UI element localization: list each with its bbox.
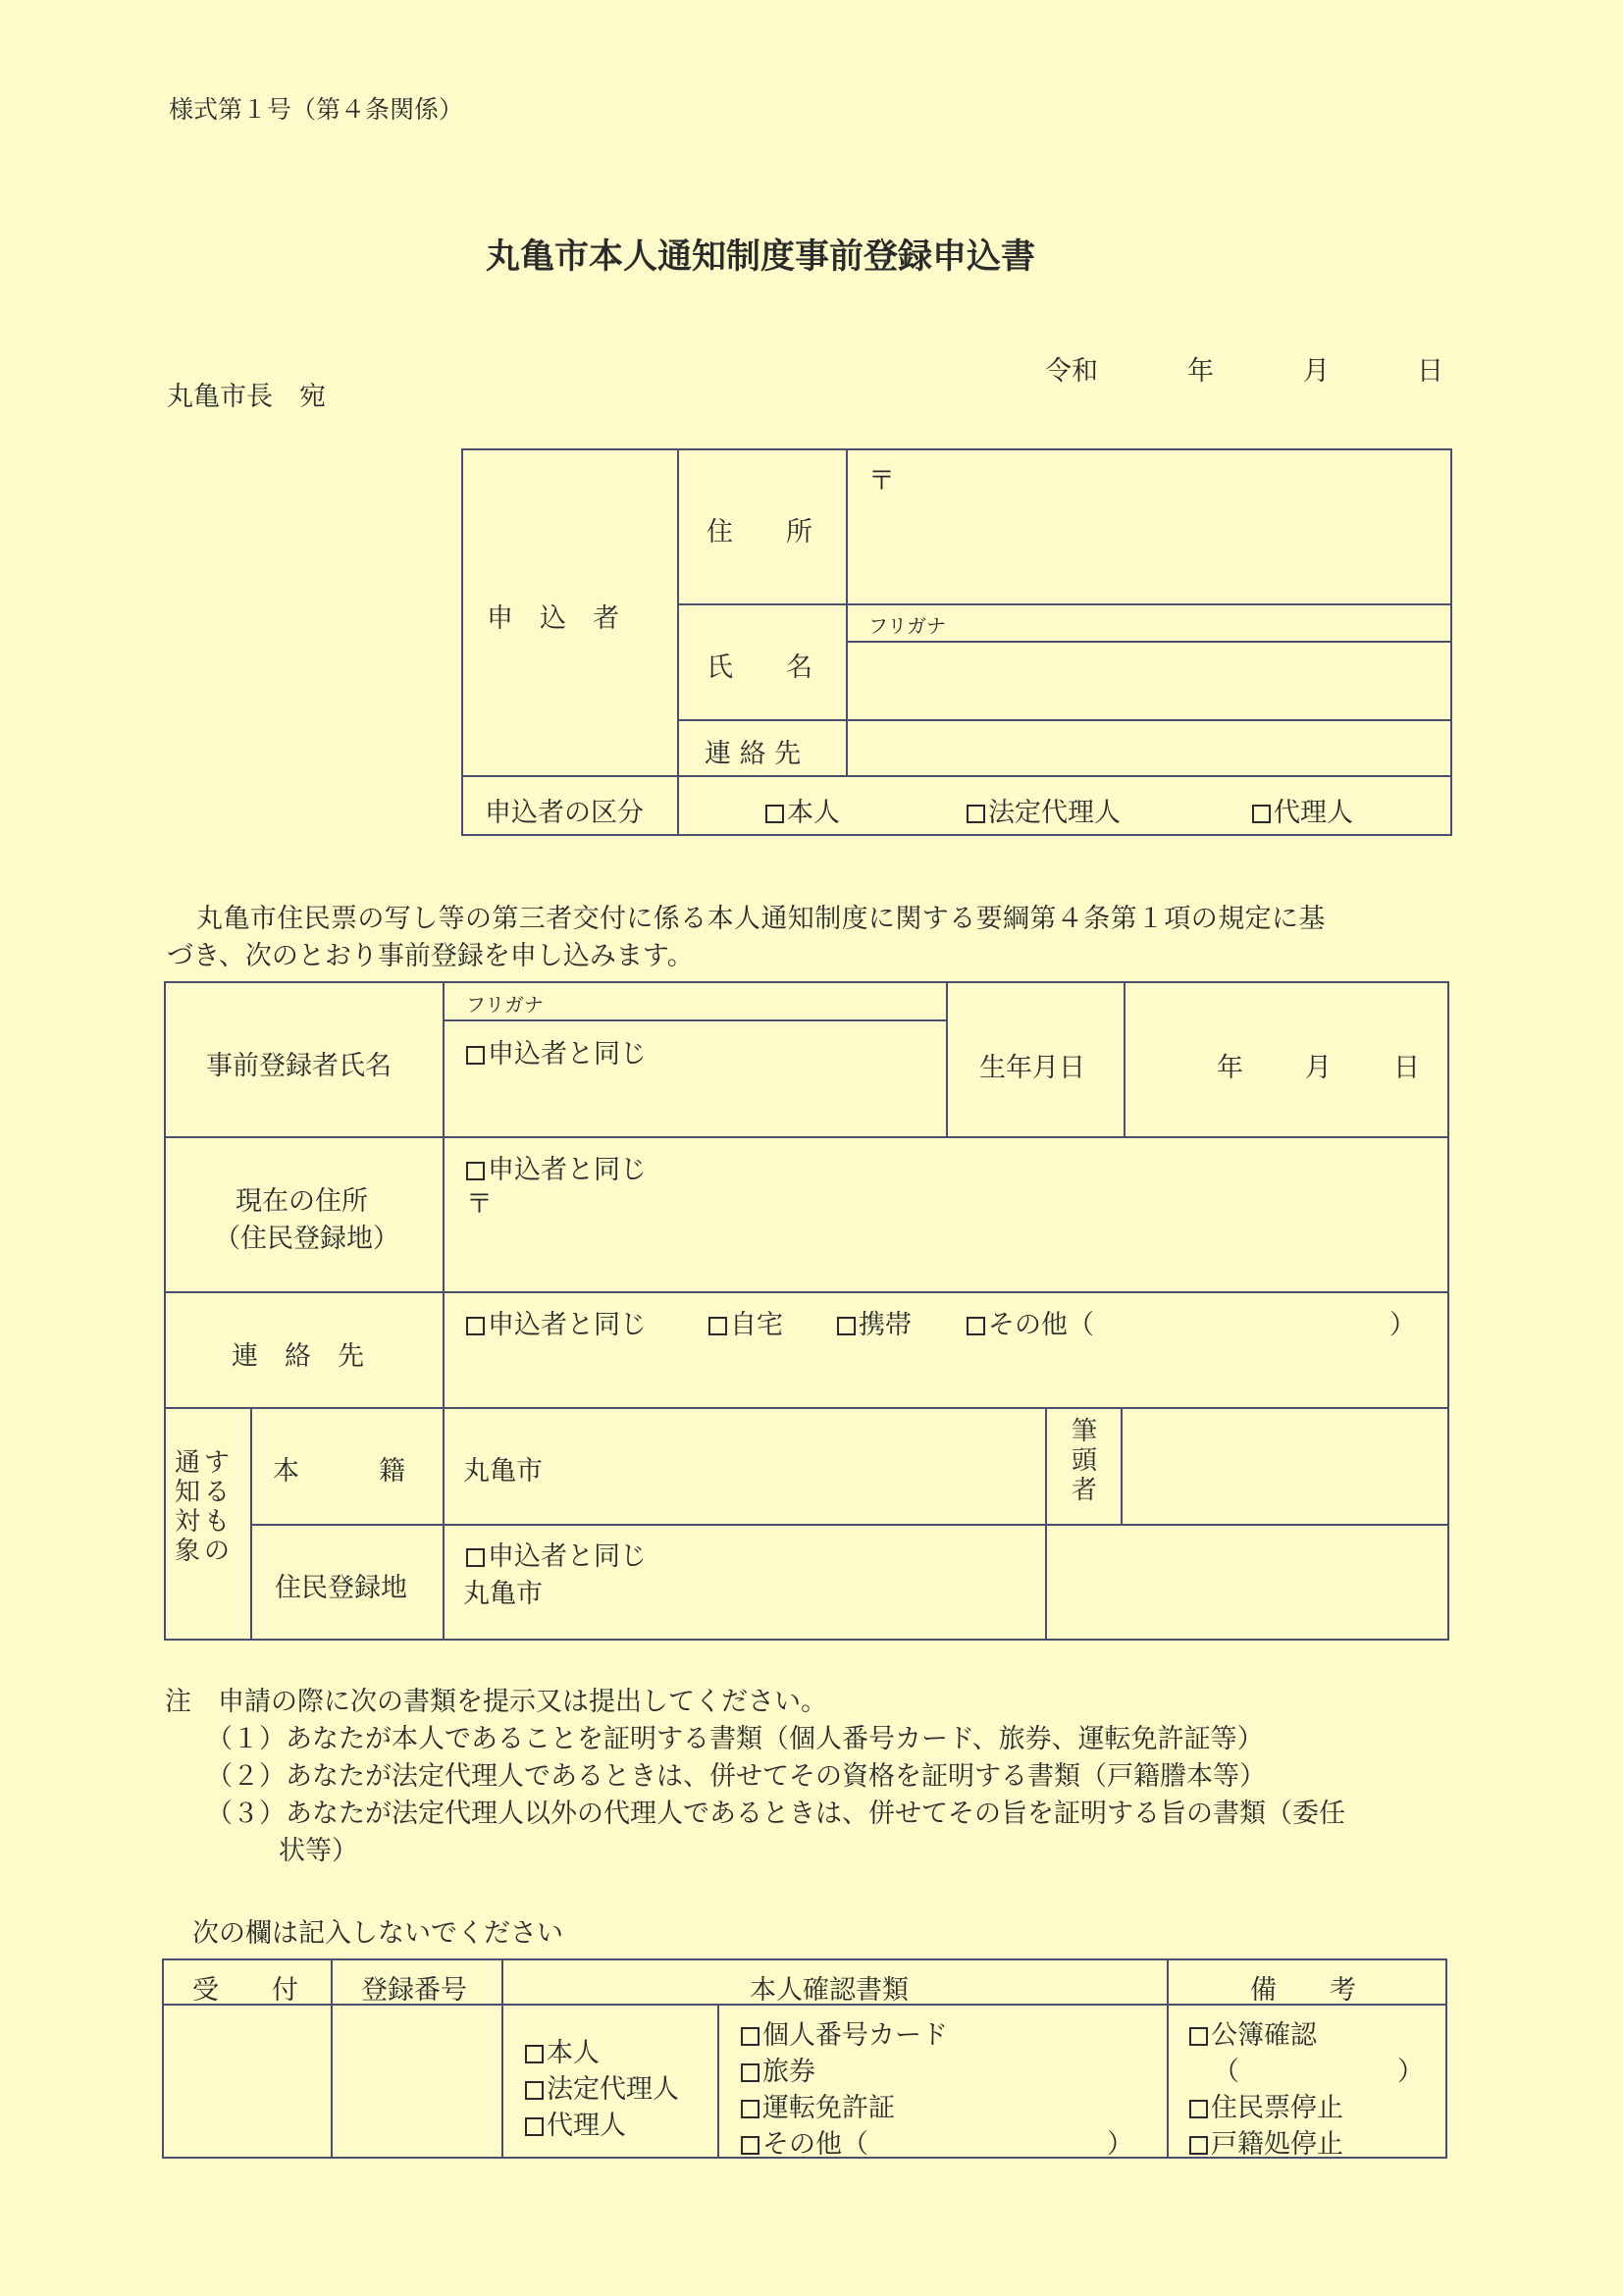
- registrant-name-same-option[interactable]: 申込者と同じ: [466, 1032, 647, 1070]
- checkbox[interactable]: [466, 1162, 485, 1180]
- birth-date-label: 生年月日: [979, 1053, 1085, 1083]
- registrant-name-field[interactable]: [446, 1070, 942, 1134]
- form-number: 様式第１号（第４条関係）: [169, 95, 464, 124]
- contact-option-other[interactable]: その他（: [967, 1303, 1094, 1341]
- applicant-name-label: 氏 名: [707, 652, 812, 683]
- address-same-option[interactable]: 申込者と同じ: [466, 1148, 647, 1186]
- registrant-name-label: 事前登録者氏名: [206, 1051, 392, 1081]
- remarks-paren-open: （: [1213, 2057, 1239, 2087]
- notify-target-label-col2: するもの: [203, 1448, 230, 1566]
- current-address-sublabel: （住民登録地）: [214, 1224, 399, 1254]
- registrant-furigana-label: フリガナ: [466, 993, 544, 1017]
- birth-day-label: 日: [1393, 1053, 1420, 1083]
- category-option-agent[interactable]: 代理人: [1252, 791, 1353, 829]
- applicant-address-field[interactable]: [850, 451, 1448, 600]
- category-option-self[interactable]: 本人: [765, 791, 840, 829]
- honseki-label: 本 籍: [273, 1456, 405, 1487]
- col-id-documents: 本人確認書類: [750, 1975, 909, 2006]
- category-option-legal-rep[interactable]: 法定代理人: [967, 791, 1121, 829]
- notify-target-label-col1: 通知対象: [174, 1448, 200, 1566]
- hittosha-label: 筆頭者: [1071, 1417, 1097, 1505]
- checkbox[interactable]: [1189, 2136, 1208, 2155]
- remarks-paren-close: ）: [1397, 2057, 1424, 2087]
- applicant-contact-field[interactable]: [850, 722, 1448, 773]
- hittosha-field[interactable]: [1125, 1411, 1443, 1521]
- checkbox[interactable]: [1252, 805, 1271, 823]
- id-doc-other-close: ）: [1107, 2129, 1133, 2160]
- notes-heading: 注 申請の際に次の書類を提示又は提出してください。: [165, 1687, 827, 1717]
- checkbox[interactable]: [708, 1317, 727, 1335]
- checkbox[interactable]: [741, 2063, 759, 2082]
- date-day: 日: [1417, 356, 1443, 387]
- birth-month-label: 月: [1305, 1053, 1332, 1083]
- remarks-option-family-stop[interactable]: 戸籍処停止: [1189, 2122, 1343, 2161]
- residence-same-option[interactable]: 申込者と同じ: [466, 1535, 647, 1573]
- contact-option-same[interactable]: 申込者と同じ: [466, 1303, 647, 1341]
- id-doc-option-mynumber[interactable]: 個人番号カード: [741, 2013, 948, 2052]
- current-address-label: 現在の住所: [236, 1186, 368, 1217]
- applicant-furigana-field[interactable]: [981, 606, 1448, 639]
- note-item-2: （２）あなたが法定代理人であるときは、併せてその資格を証明する書類（戸籍謄本等）: [206, 1761, 1266, 1792]
- checkbox[interactable]: [1189, 2100, 1208, 2118]
- office-use-caption: 次の欄は記入しないでください: [192, 1918, 563, 1949]
- contact-option-home[interactable]: 自宅: [708, 1303, 783, 1341]
- id-doc-option-passport[interactable]: 旅券: [741, 2050, 815, 2088]
- birth-year-label: 年: [1217, 1053, 1243, 1083]
- id-person-option-agent[interactable]: 代理人: [525, 2104, 626, 2142]
- registrant-furigana-field[interactable]: [579, 985, 942, 1018]
- col-remarks: 備 考: [1250, 1975, 1356, 2006]
- contact-other-field[interactable]: [1109, 1299, 1384, 1338]
- checkbox[interactable]: [466, 1046, 485, 1065]
- checkbox[interactable]: [765, 805, 784, 823]
- checkbox[interactable]: [741, 2027, 759, 2046]
- checkbox[interactable]: [525, 2081, 544, 2100]
- checkbox[interactable]: [525, 2117, 544, 2136]
- applicant-name-field[interactable]: [850, 644, 1448, 717]
- checkbox[interactable]: [466, 1548, 485, 1567]
- remarks-option-resident-stop[interactable]: 住民票停止: [1189, 2086, 1343, 2124]
- birth-date-field[interactable]: [1127, 985, 1443, 1134]
- id-doc-option-license[interactable]: 運転免許証: [741, 2086, 895, 2124]
- applicant-address-label: 住 所: [707, 517, 812, 548]
- checkbox[interactable]: [741, 2100, 759, 2118]
- remarks-option-registry-check[interactable]: 公簿確認: [1189, 2013, 1317, 2052]
- checkbox[interactable]: [741, 2136, 759, 2155]
- page-title: 丸亀市本人通知制度事前登録申込書: [486, 236, 1036, 277]
- note-item-3-line-2: 状等）: [279, 1836, 358, 1866]
- intro-line-2: づき、次のとおり事前登録を申し込みます。: [167, 941, 694, 971]
- applicant-contact-label: 連 絡 先: [705, 739, 802, 769]
- note-item-1: （１）あなたが本人であることを証明する書類（個人番号カード、旅券、運転免許証等）: [206, 1724, 1264, 1754]
- registrant-address-field[interactable]: [500, 1181, 1442, 1287]
- checkbox[interactable]: [837, 1317, 856, 1335]
- id-doc-option-other[interactable]: その他（: [741, 2122, 868, 2161]
- date-month: 月: [1303, 356, 1330, 387]
- contact-other-close: ）: [1389, 1310, 1416, 1340]
- checkbox[interactable]: [967, 1317, 985, 1335]
- col-registration-number: 登録番号: [361, 1975, 467, 2006]
- residence-label: 住民登録地: [275, 1573, 407, 1603]
- registrant-postal-mark: 〒: [466, 1189, 493, 1220]
- checkbox[interactable]: [1189, 2027, 1208, 2046]
- id-person-option-legal-rep[interactable]: 法定代理人: [525, 2067, 679, 2106]
- honseki-value: 丸亀市: [463, 1456, 543, 1487]
- registrant-contact-label: 連 絡 先: [232, 1341, 364, 1372]
- applicant-furigana-label: フリガナ: [868, 614, 946, 638]
- checkbox[interactable]: [466, 1317, 485, 1335]
- applicant-category-label: 申込者の区分: [485, 798, 644, 828]
- applicant-postal-mark: 〒: [868, 466, 895, 496]
- id-person-option-self[interactable]: 本人: [525, 2031, 600, 2069]
- applicant-section-label: 申 込 者: [487, 603, 619, 634]
- date-era: 令和: [1045, 356, 1098, 387]
- residence-value: 丸亀市: [463, 1579, 543, 1609]
- date-year: 年: [1187, 356, 1214, 387]
- contact-option-mobile[interactable]: 携帯: [837, 1303, 912, 1341]
- checkbox[interactable]: [967, 805, 985, 823]
- addressee: 丸亀市長 宛: [167, 382, 326, 412]
- intro-line-1: 丸亀市住民票の写し等の第三者交付に係る本人通知制度に関する要綱第４条第１項の規定に基: [196, 904, 1326, 934]
- checkbox[interactable]: [525, 2045, 544, 2063]
- col-reception: 受 付: [192, 1975, 298, 2006]
- note-item-3-line-1: （３）あなたが法定代理人以外の代理人であるときは、併せてその旨を証明する旨の書類（委任: [206, 1799, 1345, 1829]
